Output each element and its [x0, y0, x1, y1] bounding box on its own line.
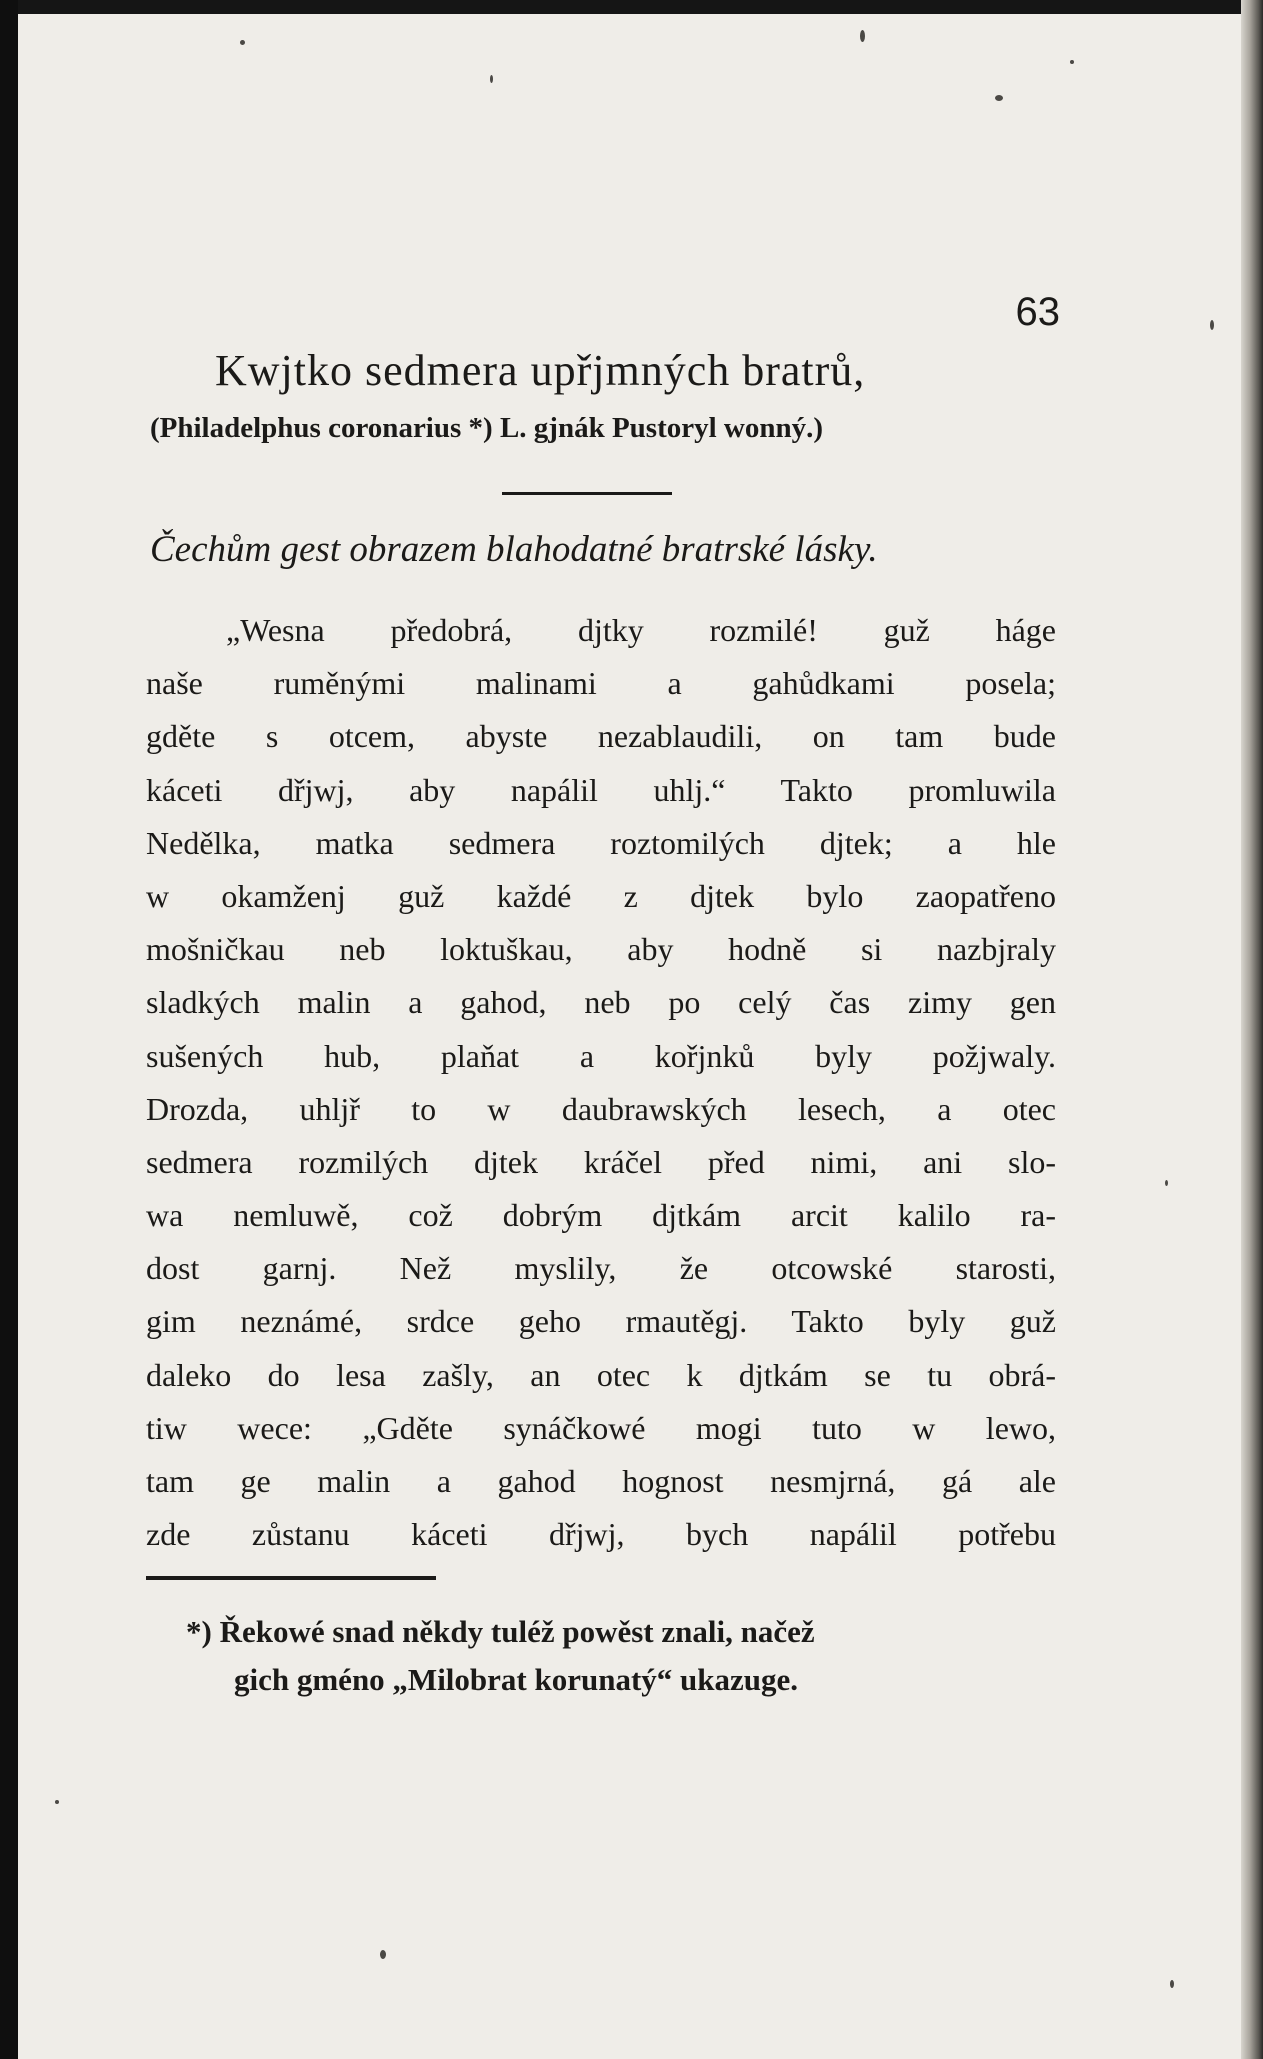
chapter-title: Kwjtko sedmera upřjmných bratrů, — [215, 346, 866, 395]
motto: Čechům gest obrazem blahodatné bratrské lásky. — [150, 529, 878, 570]
text-line: daleko do lesa zašly, an otec k djtkám se tu obrá- — [146, 1356, 1056, 1393]
footnote-text: Řekowé snad někdy tuléž powěst znali, načež — [219, 1614, 815, 1649]
footnote-divider — [146, 1576, 436, 1580]
text-line: Nedělka, matka sedmera roztomilých djtek; a hle — [146, 824, 1056, 861]
chapter-subtitle: (Philadelphus coronarius *) L. gjnák Pustoryl wonný.) — [150, 412, 824, 444]
footnote-marker: *) — [186, 1614, 212, 1649]
text-line: káceti dřjwj, aby napálil uhlj.“ Takto promluwila — [146, 771, 1056, 808]
text-line: sušených hub, plaňat a kořjnků byly požjwaly. — [146, 1037, 1056, 1074]
page-number: 63 — [1015, 290, 1060, 334]
text-line: zde zůstanu káceti dřjwj, bych napálil potřebu — [146, 1516, 1056, 1553]
text-line: dost garnj. Než myslily, že otcowské starosti, — [146, 1250, 1056, 1287]
text-line: sedmera rozmilých djtek kráčel před nimi, ani slo- — [146, 1143, 1056, 1180]
text-line: w okamženj guž každé z djtek bylo zaopatřeno — [146, 877, 1056, 914]
text-line: wa nemluwě, což dobrým djtkám arcit kalilo ra- — [146, 1197, 1056, 1234]
text-line: „Wesna předobrá, djtky rozmilé! guž háge — [226, 612, 1056, 648]
title-divider — [502, 492, 672, 495]
text-line: gim neznámé, srdce geho rmautěgj. Takto byly guž — [146, 1303, 1056, 1340]
text-line: tiw wece: „Gděte synáčkowé mogi tuto w lewo, — [146, 1409, 1056, 1446]
footnote-line — [186, 1608, 1066, 1656]
text-line: gděte s otcem, abyste nezablaudili, on tam bude — [146, 718, 1056, 755]
text-line: sladkých malin a gahod, neb po celý čas zimy gen — [146, 984, 1056, 1021]
footnote — [186, 1608, 1066, 1704]
text-line: tam ge malin a gahod hognost nesmjrná, gá ale — [146, 1463, 1056, 1499]
text-line: Drozda, uhljř to w daubrawských lesech, a otec — [146, 1090, 1056, 1127]
text-line: mošničkau neb loktuškau, aby hodně si nazbjraly — [146, 931, 1056, 968]
text-line: naše ruměnými malinami a gahůdkami posela; — [146, 665, 1056, 702]
footnote-line: gich gméno „Milobrat korunatý“ ukazuge. — [234, 1662, 799, 1697]
body-paragraph — [146, 604, 1056, 1561]
